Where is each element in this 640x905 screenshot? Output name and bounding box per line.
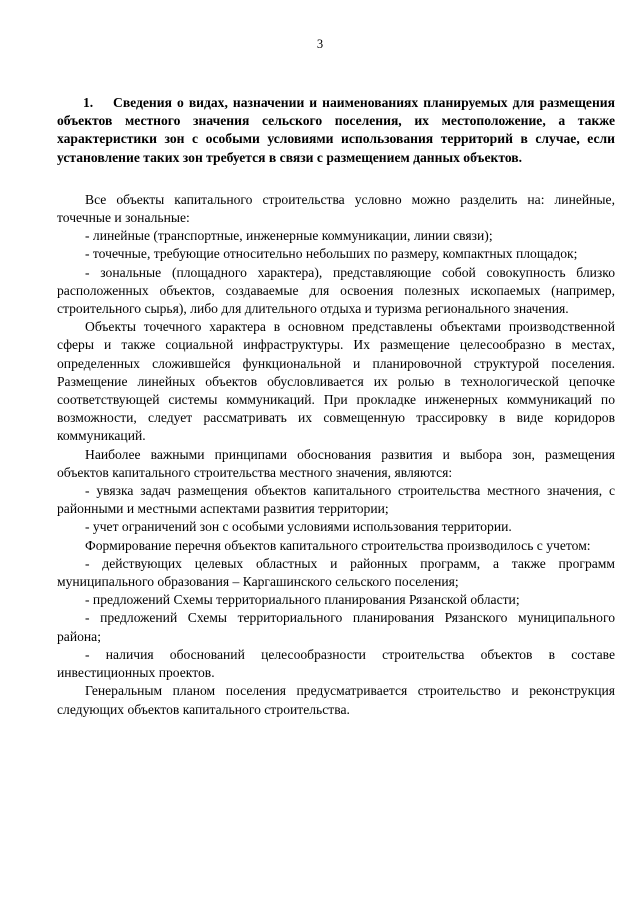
paragraph: Наиболее важными принципами обоснования развития и выбора зон, размещения объектов капитального строительства местного значения, являются: bbox=[57, 446, 615, 480]
list-item: - предложений Схемы территориального планирования Рязанской области; bbox=[85, 592, 520, 608]
list-item: - предложений Схемы территориального планирования Рязанского муниципального района; bbox=[57, 610, 615, 644]
document-body bbox=[57, 94, 615, 719]
list-item: - учет ограничений зон с особыми условиями использования территории. bbox=[85, 519, 512, 535]
section-heading bbox=[57, 94, 615, 167]
list-item: - зональные (площадного характера), представляющие собой совокупность близко расположенных объектов, создаваемые для освоения полезных ископаемых (например, строительного сырья), либо для длительного отдыха и туризма регионального значения. bbox=[57, 264, 615, 317]
page-number: 3 bbox=[316, 37, 324, 51]
paragraph: Генеральным планом поселения предусматривается строительство и реконструкция следующих объектов капитального строительства. bbox=[57, 683, 615, 717]
list-item: - наличия обоснований целесообразности строительства объектов в составе инвестиционных проектов. bbox=[57, 646, 615, 681]
list-item: - линейные (транспортные, инженерные коммуникации, линии связи); bbox=[85, 228, 493, 244]
section-heading-text: Сведения о видах, назначении и наименованиях планируемых для размещения объектов местного значения сельского поселения, их местоположение, а также характеристики зон с особыми условиями использования территорий в случае, если установление таких зон требуется в связи с размещением данных объектов. bbox=[57, 95, 615, 165]
paragraph: Все объекты капитального строительства условно можно разделить на: линейные, точечные и зональные: bbox=[57, 191, 615, 226]
paragraph: Объекты точечного характера в основном представлены объектами производственной сферы и также социальной инфраструктуры. Их размещение целесообразно в местах, определенных сложившейся функциональной и планировочной структурой поселения. Размещение линейных объектов обусловливается их ролью в технологической цепочке соответствующей системы коммуникаций. При прокладке инженерных коммуникаций по возможности, следует рассматривать их совмещенную трассировку в виде коридоров коммуникаций. bbox=[57, 319, 615, 444]
paragraph: Формирование перечня объектов капитального строительства производилось с учетом: bbox=[85, 537, 591, 553]
list-item: - действующих целевых областных и районных программ, а также программ муниципального образования – Каргашинского сельского поселения; bbox=[57, 555, 615, 590]
list-item: - точечные, требующие относительно небольших по размеру, компактных площадок; bbox=[85, 246, 578, 262]
section-number: 1. bbox=[83, 95, 94, 110]
list-item: - увязка задач размещения объектов капитального строительства местного значения, с районными и местными аспектами развития территории; bbox=[57, 483, 615, 517]
